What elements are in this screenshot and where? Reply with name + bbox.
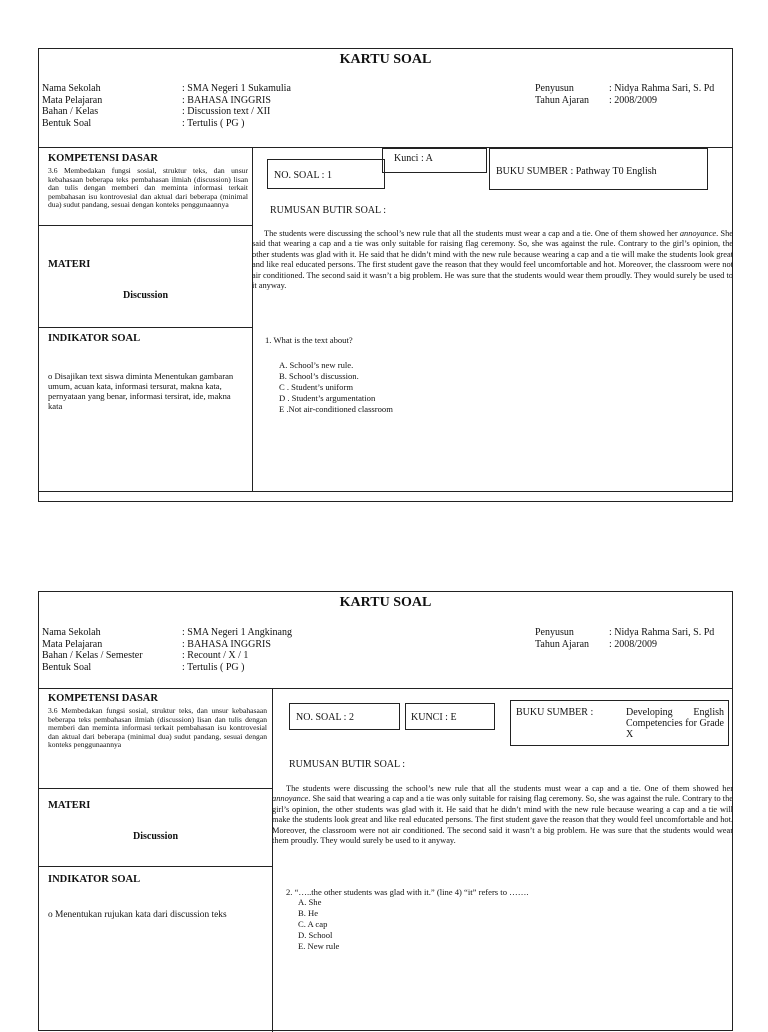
indikator-title: INDIKATOR SOAL [48,874,141,885]
subject-row: Mata Pelajaran : BAHASA INGGRIS [42,638,271,650]
materi-title: MATERI [48,800,91,811]
option-d: D. School [298,930,333,940]
option-d: D . Student’s argumentation [279,393,376,403]
kompetensi-text: 3.6 Membedakan fungsi sosial, struktur teks, dan unsur kebahasaan beberapa teks pembahasan ilmiah (discussion) lisan dan tulis dengan memberi dan meminta informasi terkait pembahasan isu kontrovesial dan aktual dari beberapa (minimal dua) sudut pandang, sesuai dengan konteks penggunaannya [48,706,267,750]
question-card-1 [38,48,733,502]
divider [252,147,253,491]
type-row: Bentuk Soal : Tertulis ( PG ) [42,117,245,129]
card-title: KARTU SOAL [339,52,432,67]
buku-sumber-box: BUKU SUMBER : Developing English Competencies for Grade X [510,700,729,746]
rumusan-label: RUMUSAN BUTIR SOAL : [289,759,406,770]
option-c: C . Student’s uniform [279,382,354,392]
divider [39,225,252,226]
class-row: Bahan / Kelas / Semester : Recount / X / 1 [42,650,249,661]
no-soal-box: NO. SOAL : 1 [267,159,385,189]
divider [39,688,732,689]
header-left [42,83,291,129]
option-a: A. School’s new rule. [279,360,354,370]
option-e: E .Not air-conditioned classroom [279,404,393,414]
rumusan-label: RUMUSAN BUTIR SOAL : [270,205,387,216]
divider [272,688,273,1032]
author-row: Penyusun : Nidya Rahma Sari, S. Pd [535,83,715,94]
question-text: 1. What is the text about? [265,335,353,345]
header-right [535,627,714,650]
materi-value: Discussion [132,831,178,842]
year-row: Tahun Ajaran : 2008/2009 [535,638,658,650]
school-row: Nama Sekolah : SMA Negeri 1 Angkinang [42,627,292,638]
kompetensi-title: KOMPETENSI DASAR [48,153,158,164]
year-row: Tahun Ajaran : 2008/2009 [535,94,658,106]
type-row: Bentuk Soal : Tertulis ( PG ) [42,661,245,673]
question-card-2 [38,591,733,1031]
author-row: Penyusun : Nidya Rahma Sari, S. Pd [535,627,715,638]
indikator-text: o Menentukan rujukan kata dari discussion teks [48,910,227,920]
school-row: Nama Sekolah : SMA Negeri 1 Sukamulia [42,83,291,94]
header-left [42,627,292,673]
indikator-title: INDIKATOR SOAL [48,333,141,344]
passage: The students were discussing the school’s new rule that all the students must wear a cap and a tie. One of them showed her annoyance. She said that wearing a cap and a tie was only suitable for raising flag ceremony. So, she was against the rule. Contrary to the girl’s opinion, the other students was glad with it. He said that he didn’t mind with the new rule because wearing a cap and a tie will make the students look great and like real educated persons. The first student gave the reason that they would feel uncomfortable and hot. Moreover, the classroom were not air conditioned. The second said it wasn’t a big problem. He was sure that the students would wear them proudly. They would surely be used to it anyway. [252,229,733,291]
indikator-text: o Disajikan text siswa diminta Menentukan gambaran umum, acuan kata, informasi tersurat, makna kata, pernyataan yang benar, informasi tersirat, ide, makna kata [48,371,234,411]
divider [39,788,272,789]
kompetensi-text: 3.6 Membedakan fungsi sosial, struktur teks, dan unsur kebahasaan beberapa teks pembahasan ilmiah (discussion) lisan dan tulis dengan memberi dan meminta informasi terkait pembahasan isu kontrovesial dan aktual dari beberapa (minimal dua) sudut pandang, sesuai dengan konteks penggunaannya [48,166,248,210]
option-b: B. School’s discussion. [279,371,359,381]
materi-title: MATERI [48,259,91,270]
divider [39,327,252,328]
buku-sumber-box: BUKU SUMBER : Pathway T0 English [489,148,708,190]
question-text: 2. “…..the other students was glad with it.” (line 4) “it” refers to ……. [286,887,529,897]
kunci-box: KUNCI : E [405,703,495,730]
class-row: Bahan / Kelas : Discussion text / XII [42,106,271,117]
kunci-box: Kunci : A [382,148,487,173]
divider [39,491,732,492]
materi-value: Discussion [122,290,168,301]
option-b: B. He [298,908,319,918]
subject-row: Mata Pelajaran : BAHASA INGGRIS [42,94,271,106]
passage: The students were discussing the school’s new rule that all the students must wear a cap and a tie. One of them showed her annoyance. She said that wearing a cap and a tie was only suitable for raising flag ceremony. So, she was against the rule. Contrary to the girl’s opinion, the other students was glad with it. He said that he didn’t mind with the new rule because wearing a cap and a tie will make the students look great and like real educated persons. The first student gave the reason that they would feel uncomfortable and hot. Moreover, the classroom were not air conditioned. The second said it wasn’t a big problem. He was sure that the students would wear them proudly. They would surely be used to it anyway. [272,784,733,846]
kompetensi-title: KOMPETENSI DASAR [48,693,158,704]
option-c: C. A cap [298,919,328,929]
option-a: A. She [298,897,322,907]
divider [39,866,272,867]
card-title: KARTU SOAL [339,595,432,610]
option-e: E. New rule [298,941,340,951]
no-soal-box: NO. SOAL : 2 [289,703,400,730]
header-right [535,83,714,106]
